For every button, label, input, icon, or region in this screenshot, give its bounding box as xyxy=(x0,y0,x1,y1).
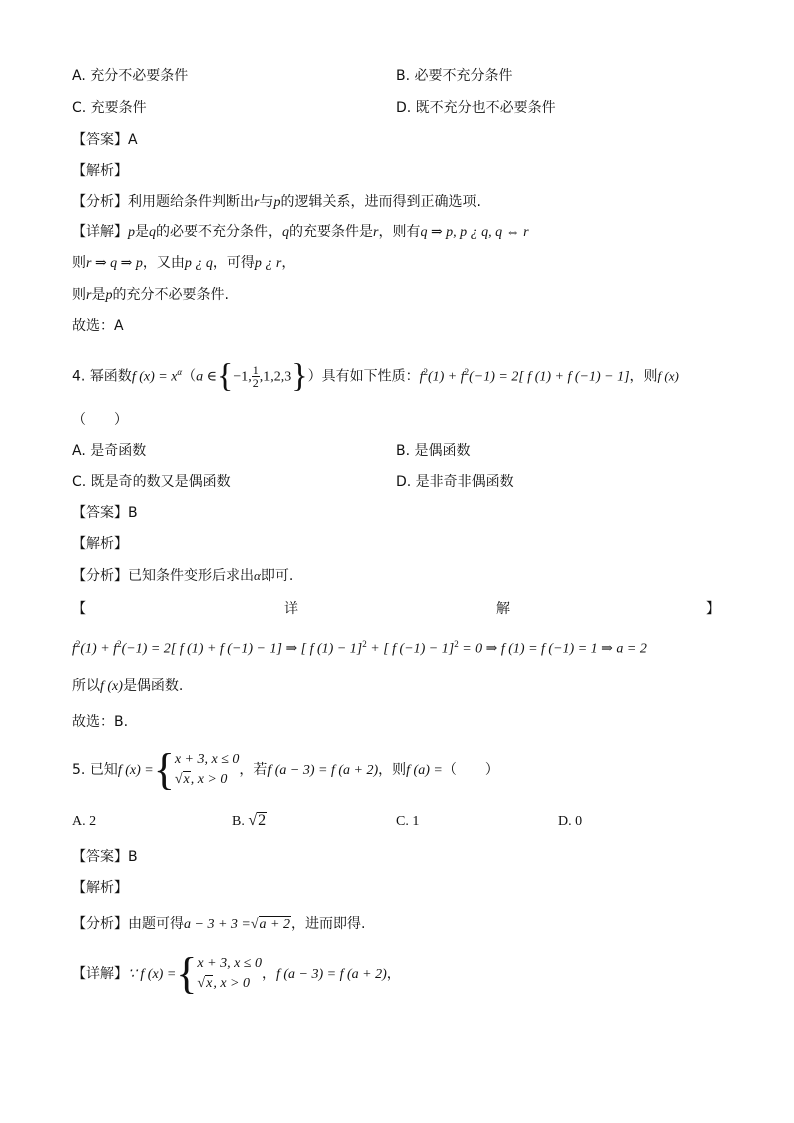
brace-left: { xyxy=(217,357,234,395)
fraction-denominator: 2 xyxy=(252,376,259,391)
fenxi-text: 的逻辑关系，进而得到正确选项. xyxy=(280,194,481,210)
q5-option-c: C. 1 xyxy=(396,814,420,829)
math-expression: p ¿ q xyxy=(184,256,213,271)
q4-stem xyxy=(72,357,679,395)
q3-line2 xyxy=(72,253,295,274)
q3-option-c: C. 充要条件 xyxy=(72,100,147,116)
math-expression: + [ f (−1) − 1] xyxy=(366,641,455,657)
superscript: 2 xyxy=(75,639,81,649)
q5-option-b xyxy=(232,810,267,833)
q4-derivation xyxy=(72,634,647,660)
math-expression: f (x) xyxy=(100,679,123,694)
math-expression: a − 3 + 3 = xyxy=(184,917,251,932)
var-p: p xyxy=(105,288,113,303)
text: 已知 xyxy=(89,762,118,778)
xiangjie-text: 的必要不充分条件， xyxy=(156,224,282,240)
q4-option-d: D. 是非奇非偶函数 xyxy=(396,474,514,490)
math-expression: (1) + f xyxy=(80,641,118,657)
case-condition: , x > 0 xyxy=(190,772,228,787)
fenxi-label: 【分析】 xyxy=(72,916,128,932)
math-expression: f xyxy=(72,641,76,657)
text: ，则 xyxy=(629,368,658,385)
text: ，可得 xyxy=(212,255,255,271)
var-alpha: α xyxy=(254,568,261,583)
answer-blank: （ ） xyxy=(442,762,499,778)
text: 是 xyxy=(91,287,106,303)
q4-blank: （ ） xyxy=(72,412,128,428)
q5-fenxi xyxy=(72,914,365,935)
q3-option-d: D. 既不充分也不必要条件 xyxy=(396,100,556,116)
sqrt-symbol: √a + 2 xyxy=(250,917,290,932)
fenxi-label: 【分析】 xyxy=(72,194,128,210)
var-q: q xyxy=(149,225,156,240)
q5-answer: 【答案】B xyxy=(72,849,138,865)
fraction-half xyxy=(252,364,260,389)
xiangjie-text: ，则有 xyxy=(378,224,421,240)
text: 已知条件变形后求出 xyxy=(128,568,254,584)
xiangjie-label: 【详解】 xyxy=(72,224,128,240)
fraction-numerator: 1 xyxy=(252,363,259,378)
sqrt-content: x xyxy=(183,772,190,787)
math-expression: r ⇒ q ⇒ p xyxy=(86,256,143,271)
q3-fenxi xyxy=(72,192,481,213)
text: ，则 xyxy=(378,762,407,778)
math-expression: a ∈ xyxy=(196,369,218,385)
text: （ xyxy=(182,368,197,385)
q4-fenxi xyxy=(72,566,293,586)
brace-left: { xyxy=(153,745,175,794)
text: 幂函数 xyxy=(89,368,132,385)
text: ）具有如下性质： xyxy=(307,368,420,385)
text: ， xyxy=(281,255,296,271)
q4-option-b: B. 是偶函数 xyxy=(396,443,471,459)
q5-option-a: A. 2 xyxy=(72,814,97,829)
var-p: p xyxy=(273,195,281,210)
xiangjie-text: 是 xyxy=(135,224,149,240)
case-row: √x, x > 0 xyxy=(174,772,228,787)
var-p: p xyxy=(128,225,135,240)
math-expression: (1) + f xyxy=(427,369,465,385)
q5-xiangjie xyxy=(72,950,401,998)
math-expression: f (x) = x xyxy=(131,369,178,385)
q4-answer: 【答案】B xyxy=(72,505,138,521)
bracket-open: 【 xyxy=(72,601,86,617)
q3-xiangjie xyxy=(72,222,529,243)
math-expression: (−1) = 2[ f (1) + f (−1) − 1] xyxy=(469,369,630,385)
piecewise-cases xyxy=(175,750,240,790)
text: 是偶函数. xyxy=(122,678,184,694)
question-number: 4. xyxy=(72,368,86,385)
exponent-alpha: α xyxy=(177,367,183,377)
set-values: ,1,2,3 xyxy=(259,369,292,385)
sqrt-symbol: √2 xyxy=(248,812,267,829)
math-expression: f (a − 3) = f (a + 2) xyxy=(267,763,379,778)
var-r: r xyxy=(86,288,92,303)
var-r: r xyxy=(373,225,379,240)
var-r: r xyxy=(254,195,260,210)
xiangjie-text: 的充要条件是 xyxy=(289,224,373,240)
q3-analysis-heading: 【解析】 xyxy=(72,163,128,179)
q5-analysis-heading: 【解析】 xyxy=(72,880,128,896)
q3-option-b: B. 必要不充分条件 xyxy=(396,68,513,84)
bracket-close: 】 xyxy=(706,601,720,617)
piecewise-cases xyxy=(197,954,262,994)
math-expression: q ⇒ p, p ¿ q, q ⇔ r xyxy=(420,225,529,240)
xiangjie-label: 【详解】 xyxy=(72,966,128,982)
superscript: 2 xyxy=(423,367,428,377)
q4-analysis-heading: 【解析】 xyxy=(72,536,128,552)
q4-so xyxy=(72,676,183,697)
math-expression: p ¿ r xyxy=(254,256,282,271)
case-condition: , x > 0 xyxy=(213,976,250,991)
math-expression: f (a − 3) = f (a + 2) xyxy=(275,967,387,982)
heading-char: 解 xyxy=(496,601,510,617)
case-row: √x, x > 0 xyxy=(197,976,250,991)
text: 的充分不必要条件. xyxy=(112,287,229,303)
q5-stem xyxy=(72,745,499,794)
text: ，若 xyxy=(239,762,268,778)
q4-conclusion: 故选：B. xyxy=(72,714,129,730)
text: ， xyxy=(386,966,401,982)
superscript: 2 xyxy=(362,639,367,649)
fenxi-label: 【分析】 xyxy=(72,568,128,584)
fenxi-text: 与 xyxy=(259,194,274,210)
text: ，进而即得. xyxy=(290,916,366,932)
text: 所以 xyxy=(72,678,100,694)
option-label: B. xyxy=(232,814,245,829)
set-values: −1, xyxy=(233,369,252,385)
q3-option-a: A. 充分不必要条件 xyxy=(72,68,189,84)
text: 则 xyxy=(72,255,86,271)
sqrt-content: x xyxy=(206,976,213,991)
math-expression: f (x) = xyxy=(117,763,154,778)
text: 则 xyxy=(72,287,86,303)
var-q: q xyxy=(282,225,289,240)
q3-line3 xyxy=(72,285,229,306)
sqrt-content: a + 2 xyxy=(259,917,290,932)
fenxi-text: 利用题给条件判断出 xyxy=(128,194,254,210)
q3-answer: 【答案】A xyxy=(72,132,138,148)
text: ，又由 xyxy=(142,255,185,271)
q4-xiangjie-heading xyxy=(72,598,720,618)
text: 由题可得 xyxy=(128,916,184,932)
q3-conclusion: 故选：A xyxy=(72,318,124,334)
math-expression: ∵ f (x) = xyxy=(128,967,177,982)
brace-left: { xyxy=(176,949,198,998)
math-expression: f (a) = xyxy=(406,763,443,778)
superscript: 2 xyxy=(464,367,470,377)
superscript: 2 xyxy=(454,639,459,649)
math-expression: = 0 ⇒ f (1) = f (−1) = 1 ⇒ a = 2 xyxy=(458,641,647,657)
text: ， xyxy=(261,966,276,982)
question-number: 5. xyxy=(72,762,86,778)
q5-option-d: D. 0 xyxy=(558,814,583,829)
q4-option-a: A. 是奇函数 xyxy=(72,443,147,459)
heading-char: 详 xyxy=(284,601,298,617)
math-expression: (−1) = 2[ f (1) + f (−1) − 1] ⇒ [ f (1) − 1] xyxy=(121,641,363,657)
text: 即可. xyxy=(260,568,294,584)
q4-option-c: C. 既是奇的数又是偶函数 xyxy=(72,474,231,490)
case-row: x + 3, x ≤ 0 xyxy=(174,752,240,767)
math-expression: f xyxy=(419,369,424,385)
math-expression: f (x) xyxy=(657,368,679,384)
case-row: x + 3, x ≤ 0 xyxy=(197,956,262,971)
superscript: 2 xyxy=(117,639,122,649)
brace-right: } xyxy=(291,357,308,395)
sqrt-content: 2 xyxy=(258,812,267,829)
